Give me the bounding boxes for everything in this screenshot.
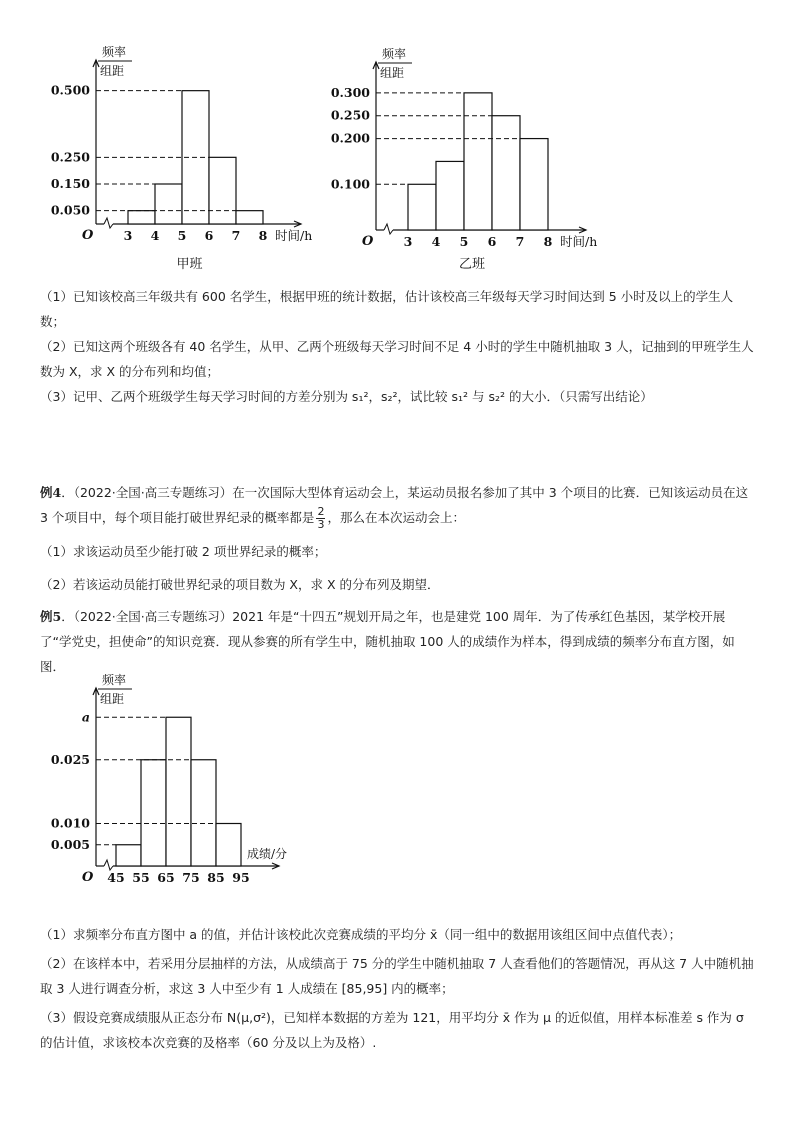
x-tick-label: 75 <box>182 870 200 885</box>
y-tick-label: 0.300 <box>330 84 370 100</box>
axis-break-mark <box>104 860 113 870</box>
ex5-part-3: （3）假设竞赛成绩服从正态分布 N(μ,σ²)，已知样本数据的方差为 121，用平均分 x̄ 作为 μ 的近似值，用样本标准差 s 作为 σ 的估计值，求该校本次竞赛的及格率（60 分及以上为及格）. <box>40 1010 744 1050</box>
y-tick-label: 0.150 <box>50 176 90 191</box>
histogram-bar <box>236 211 263 224</box>
x-tick-label: 65 <box>157 870 175 885</box>
ex4-intro-text: ．（2022·全国·高三专题练习）在一次国际大型体育运动会上，某运动员报名参加了其中 3 个项目的比赛．已知该运动员在这 3 个项目中，每个项目能打破世界纪录的概率都是 <box>40 485 749 525</box>
histogram-bar <box>155 184 182 224</box>
x-tick-label: 45 <box>107 870 125 885</box>
chart-title: 甲班 <box>176 257 203 272</box>
y-tick-label: 0.250 <box>330 107 370 123</box>
histogram-class-yi <box>320 40 640 280</box>
y-tick-label: 0.005 <box>50 836 90 852</box>
histogram-bar <box>116 845 141 866</box>
histogram-bar <box>216 824 241 867</box>
x-tick-label: 7 <box>231 228 241 243</box>
histogram-bar <box>464 93 492 230</box>
x-tick-label: 85 <box>207 870 225 885</box>
y-tick-label: 0.050 <box>50 202 90 218</box>
x-tick-label: 6 <box>204 228 214 243</box>
ex4-number: 4 <box>52 485 62 500</box>
y-label-numerator: 频率 <box>382 47 407 61</box>
ex5-label: 例 <box>40 609 53 624</box>
x-tick-label: 6 <box>487 234 497 249</box>
question-3-parts <box>40 284 756 409</box>
x-tick-label: 4 <box>431 234 441 249</box>
probability-fraction <box>316 506 325 531</box>
y-label-numerator: 频率 <box>102 673 127 687</box>
origin-label: O <box>362 234 374 249</box>
histogram-bar <box>128 211 155 224</box>
axis-break-mark <box>104 218 113 228</box>
ex5-intro <box>40 604 756 679</box>
ex4-label: 例 <box>40 485 53 500</box>
y-tick-label: 0.500 <box>50 82 90 98</box>
x-axis-label: 时间/h <box>560 234 598 249</box>
y-label-denominator: 组距 <box>380 66 405 80</box>
x-tick-label: 8 <box>543 234 553 249</box>
ex5-number: 5 <box>52 609 62 624</box>
ex4-intro <box>40 480 756 531</box>
example-4 <box>40 480 756 597</box>
ex5-intro-text: ．（2022·全国·高三专题练习）2021 年是“十四五”规划开局之年，也是建党 100 周年．为了传承红色基因，某学校开展了“学党史，担使命”的知识竞赛．现从参赛的所有学生中，随机抽取 100 人的成绩作为样本，得到成绩的频率分布直方图，如图． <box>40 609 735 674</box>
ex4-intro-tail: ，那么在本次运动会上： <box>327 510 465 525</box>
x-tick-label: 55 <box>132 870 150 885</box>
histogram-scores <box>40 673 340 920</box>
y-tick-label: 0.010 <box>50 815 90 831</box>
example-5 <box>40 604 756 679</box>
y-label-denominator: 组距 <box>100 692 125 706</box>
origin-label: O <box>82 228 94 243</box>
histogram-bar <box>141 760 166 866</box>
histogram-class-jia <box>40 40 340 280</box>
x-axis-label: 成绩/分 <box>247 847 288 861</box>
example-5-parts <box>40 922 756 1055</box>
histogram-bar <box>166 717 191 866</box>
y-tick-label: a <box>81 709 90 725</box>
x-axis-label: 时间/h <box>275 228 313 243</box>
y-tick-label: 0.250 <box>50 149 90 165</box>
x-tick-label: 3 <box>123 228 133 243</box>
q3-part-3: （3）记甲、乙两个班级学生每天学习时间的方差分别为 s₁²，s₂²，试比较 s₁² 与 s₂² 的大小．（只需写出结论） <box>40 389 653 404</box>
x-tick-label: 3 <box>403 234 413 249</box>
histogram-bar <box>209 157 236 224</box>
x-tick-label: 7 <box>515 234 525 249</box>
y-tick-label: 0.025 <box>50 751 90 767</box>
histogram-bar <box>492 116 520 230</box>
histogram-bar <box>408 184 436 230</box>
q3-part-1: （1）已知该校高三年级共有 600 名学生，根据甲班的统计数据，估计该校高三年级每天学习时间达到 5 小时及以上的学生人数； <box>40 289 734 329</box>
chart-title: 乙班 <box>458 257 486 272</box>
ex4-part-2: （2）若该运动员能打破世界纪录的项目数为 X，求 X 的分布列及期望． <box>40 577 440 592</box>
x-tick-label: 8 <box>258 228 268 243</box>
y-tick-label: 0.200 <box>330 130 370 146</box>
fraction-numerator: 2 <box>317 505 325 518</box>
x-tick-label: 95 <box>232 870 250 885</box>
axis-break-mark <box>384 224 393 234</box>
y-label-denominator: 组距 <box>100 64 125 78</box>
y-tick-label: 0.100 <box>330 176 370 192</box>
histogram-bar <box>520 139 548 230</box>
ex5-part-1: （1）求频率分布直方图中 a 的值，并估计该校此次竞赛成绩的平均分 x̄（同一组中的数据用该组区间中点值代表）； <box>40 927 682 942</box>
histogram-bar <box>436 161 464 230</box>
x-tick-label: 5 <box>459 234 469 249</box>
fraction-denominator: 3 <box>317 518 325 531</box>
y-label-numerator: 频率 <box>102 45 127 59</box>
x-tick-label: 5 <box>177 228 187 243</box>
ex5-part-2: （2）在该样本中，若采用分层抽样的方法，从成绩高于 75 分的学生中随机抽取 7 人查看他们的答题情况，再从这 7 人中随机抽取 3 人进行调查分析，求这 3 人中至少有 1 人成绩在 [85,95] 内的概率； <box>40 956 754 996</box>
x-tick-label: 4 <box>150 228 160 243</box>
histogram-bar <box>191 760 216 866</box>
q3-part-2: （2）已知这两个班级各有 40 名学生，从甲、乙两个班级每天学习时间不足 4 小时的学生中随机抽取 3 人，记抽到的甲班学生人数为 X，求 X 的分布列和均值； <box>40 339 754 379</box>
origin-label: O <box>82 870 94 885</box>
ex4-part-1: （1）求该运动员至少能打破 2 项世界纪录的概率； <box>40 544 327 559</box>
